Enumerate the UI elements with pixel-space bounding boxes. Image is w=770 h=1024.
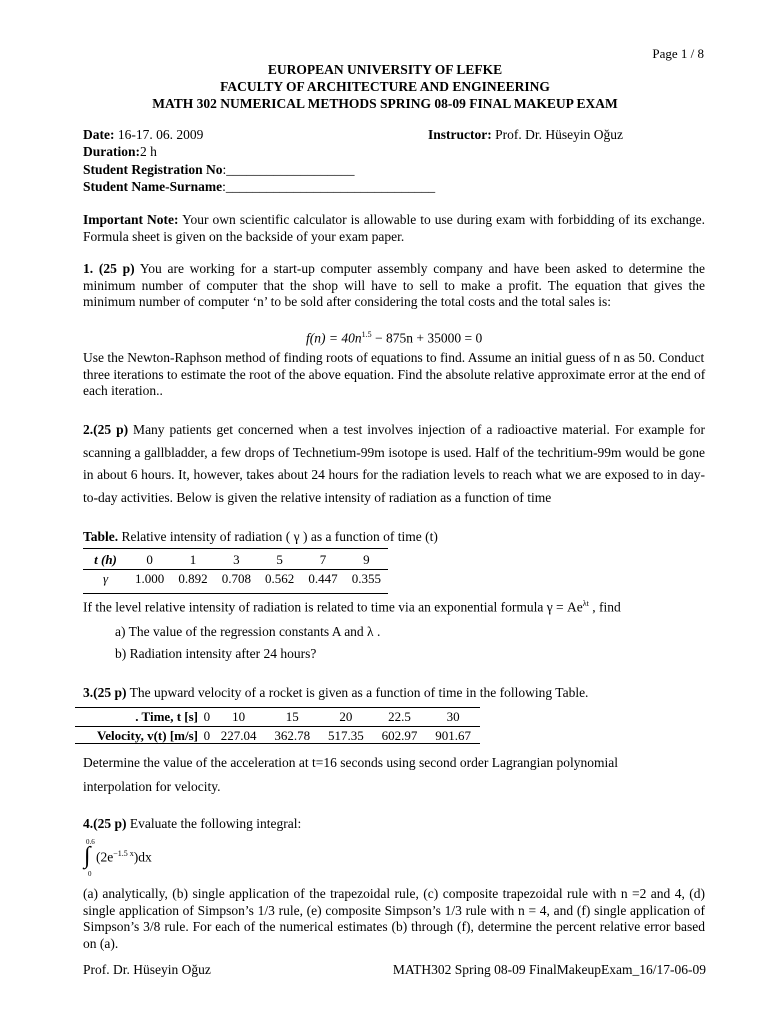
q1-formula-main: f(n) = 40n bbox=[306, 330, 362, 346]
instructor-label: Instructor: bbox=[428, 127, 492, 142]
q2-t-cell: 5 bbox=[276, 552, 283, 567]
q3-time-cell: 30 bbox=[446, 709, 460, 724]
q1-instructions: Use the Newton-Raphson method of finding roots of equations to find. Assume an initial guess of n as 50. Conduct three iterations to estimate the root of the above equation. Find the absolute relative approximate error at the end of each iteration.. bbox=[83, 350, 706, 398]
q4-number: 4.(25 p) bbox=[83, 816, 127, 831]
q2-t-cell: 3 bbox=[233, 552, 240, 567]
q4-integrand-main: (2e bbox=[96, 849, 114, 865]
question-1 bbox=[83, 261, 705, 311]
q3-velocity-cell: 227.04 bbox=[220, 728, 257, 743]
q3-time-cell: 22.5 bbox=[388, 709, 411, 724]
q2-gamma-cell: 1.000 bbox=[135, 571, 165, 586]
duration-value: 2 h bbox=[140, 144, 157, 159]
q1-formula-rest: − 875n + 35000 = 0 bbox=[371, 330, 483, 346]
registration-blank: :___________________ bbox=[222, 162, 355, 177]
university-title: EUROPEAN UNIVERSITY OF LEFKE bbox=[267, 62, 503, 77]
q2-gamma-label: γ bbox=[102, 571, 109, 586]
q3-velocity-label: Velocity, v(t) [m/s] bbox=[97, 728, 198, 743]
faculty-title: FACULTY OF ARCHITECTURE AND ENGINEERING bbox=[220, 79, 550, 94]
q2-table-rule-top bbox=[83, 548, 388, 549]
q3-velocity-cell: 901.67 bbox=[435, 728, 472, 743]
footer-course: MATH302 Spring 08-09 FinalMakeupExam_16/17-06-09 bbox=[392, 962, 706, 977]
q2-caption-label: Table. bbox=[83, 529, 119, 544]
q1-text: You are working for a start-up computer assembly company and have been asked to determine the minimum number of computer that the shop will have to sell to make a profit. The equation that gives the minimum number of computer ‘n’ to be sold after considering the total costs and the total sales is: bbox=[83, 261, 706, 309]
q3-velocity-cell: 517.35 bbox=[327, 728, 364, 743]
q2-table-rule-bottom bbox=[83, 593, 388, 594]
q4-integral bbox=[84, 838, 164, 878]
duration bbox=[83, 144, 157, 160]
q4-upper-limit: 0.6 bbox=[86, 838, 95, 846]
q3-time-cell: 15 bbox=[285, 709, 299, 724]
q3-time-label: . Time, t [s] bbox=[135, 709, 198, 724]
q2-after-exp: λt bbox=[582, 599, 589, 608]
duration-label: Duration: bbox=[83, 144, 140, 159]
q2-gamma-cell: 0.892 bbox=[178, 571, 208, 586]
name-blank: :_______________________________ bbox=[222, 179, 436, 194]
q2-part-b: b) Radiation intensity after 24 hours? bbox=[115, 646, 317, 661]
q2-t-cell: 7 bbox=[319, 552, 327, 567]
q2-part-a: a) The value of the regression constants A and λ . bbox=[115, 624, 381, 639]
q4-parts: (a) analytically, (b) single application of the trapezoidal rule, (c) composite trapezoidal rule with n =2 and 4, (d) single application of Simpson’s 1/3 rule, (e) composite Simpson’s 1/3 rule with n = 4, and (f) single application of Simpson’s 3/8 rule. For each of the numerical estimates (b) through (f), determine the percent relative error based on (a). bbox=[83, 886, 705, 951]
important-note bbox=[83, 212, 705, 245]
q2-after-text: If the level relative intensity of radiation is related to time via an exponential formula γ = Ae bbox=[83, 599, 583, 615]
q2-gamma-cell: 0.562 bbox=[265, 571, 295, 586]
name-field bbox=[83, 179, 435, 195]
date-label: Date: bbox=[83, 127, 115, 142]
q3-time-cell: 0 bbox=[203, 709, 211, 724]
q3-velocity-cell: 362.78 bbox=[274, 728, 311, 743]
q3-text: The upward velocity of a rocket is given as a function of time in the following Table. bbox=[126, 685, 589, 700]
q2-text: Many patients get concerned when a test involves injection of a radioactive material. For example for scanning a gallbladder, a few drops of Technetium-99m isotope is used. Half of the techritium-99m would be gone in about 6 hours. It, however, takes about 24 hours for the radiation levels to reach what we are exposed to in day-to-day activities. Below is given the relative intensity of radiation as a function of time bbox=[83, 422, 705, 505]
q4-lower-limit: 0 bbox=[88, 870, 92, 878]
q3-time-cell: 10 bbox=[232, 709, 246, 724]
instructor bbox=[428, 127, 623, 143]
question-2 bbox=[83, 419, 705, 509]
instructor-value: Prof. Dr. Hüseyin Oğuz bbox=[491, 127, 623, 142]
q3-velocity-cell: 0 bbox=[203, 728, 211, 743]
page-number: Page 1 / 8 bbox=[652, 46, 704, 61]
question-4 bbox=[83, 816, 301, 832]
exam-date bbox=[83, 127, 203, 143]
q3-table bbox=[75, 708, 480, 745]
q2-gamma-cell: 0.708 bbox=[221, 571, 251, 586]
q2-after-end: , find bbox=[588, 599, 621, 615]
table-row bbox=[83, 551, 388, 570]
q2-t-cell: 0 bbox=[146, 552, 153, 567]
q3-instructions: Determine the value of the acceleration at t=16 seconds using second order Lagrangian polynomial interpolation for velocity. bbox=[83, 755, 619, 794]
q3-table-rule-bottom bbox=[75, 743, 480, 744]
integral-sign-icon: ∫ bbox=[84, 843, 91, 869]
name-label: Student Name-Surname bbox=[83, 179, 223, 194]
note-label: Important Note: bbox=[83, 212, 179, 227]
registration-field bbox=[83, 162, 355, 178]
note-text: Your own scientific calculator is allowable to use during exam with forbidding of its exchange. Formula sheet is given on the backside of your exam paper. bbox=[83, 212, 705, 244]
q2-t-cell: 9 bbox=[363, 552, 370, 567]
table-row bbox=[75, 708, 480, 727]
q2-table-caption bbox=[83, 529, 438, 545]
q2-table bbox=[83, 551, 388, 588]
q3-velocity-cell: 602.97 bbox=[381, 728, 418, 743]
table-row bbox=[83, 570, 388, 589]
q4-text: Evaluate the following integral: bbox=[126, 816, 302, 831]
course-title: MATH 302 NUMERICAL METHODS SPRING 08-09 FINAL MAKEUP EXAM bbox=[152, 96, 618, 111]
q2-number: 2.(25 p) bbox=[83, 422, 129, 437]
q1-formula-exp: 1.5 bbox=[361, 330, 372, 339]
question-3 bbox=[83, 685, 588, 701]
q3-number: 3.(25 p) bbox=[83, 685, 127, 700]
q2-exponential-text bbox=[83, 599, 621, 616]
q2-t-label: t (h) bbox=[94, 552, 117, 567]
q2-gamma-cell: 0.355 bbox=[351, 571, 381, 586]
date-value: 16-17. 06. 2009 bbox=[114, 127, 204, 142]
q1-number: 1. (25 p) bbox=[83, 261, 135, 276]
q2-t-cell: 1 bbox=[189, 552, 197, 567]
q4-integrand-end: )dx bbox=[133, 849, 152, 865]
q1-formula bbox=[306, 330, 482, 347]
q4-integrand-exp: −1.5 x bbox=[113, 849, 134, 858]
q2-gamma-cell: 0.447 bbox=[308, 571, 338, 586]
q4-integrand bbox=[96, 849, 152, 866]
footer-author: Prof. Dr. Hüseyin Oğuz bbox=[83, 962, 211, 977]
q3-time-cell: 20 bbox=[339, 709, 353, 724]
q2-caption-text: Relative intensity of radiation ( γ ) as a function of time (t) bbox=[118, 529, 438, 544]
registration-label: Student Registration No bbox=[83, 162, 223, 177]
